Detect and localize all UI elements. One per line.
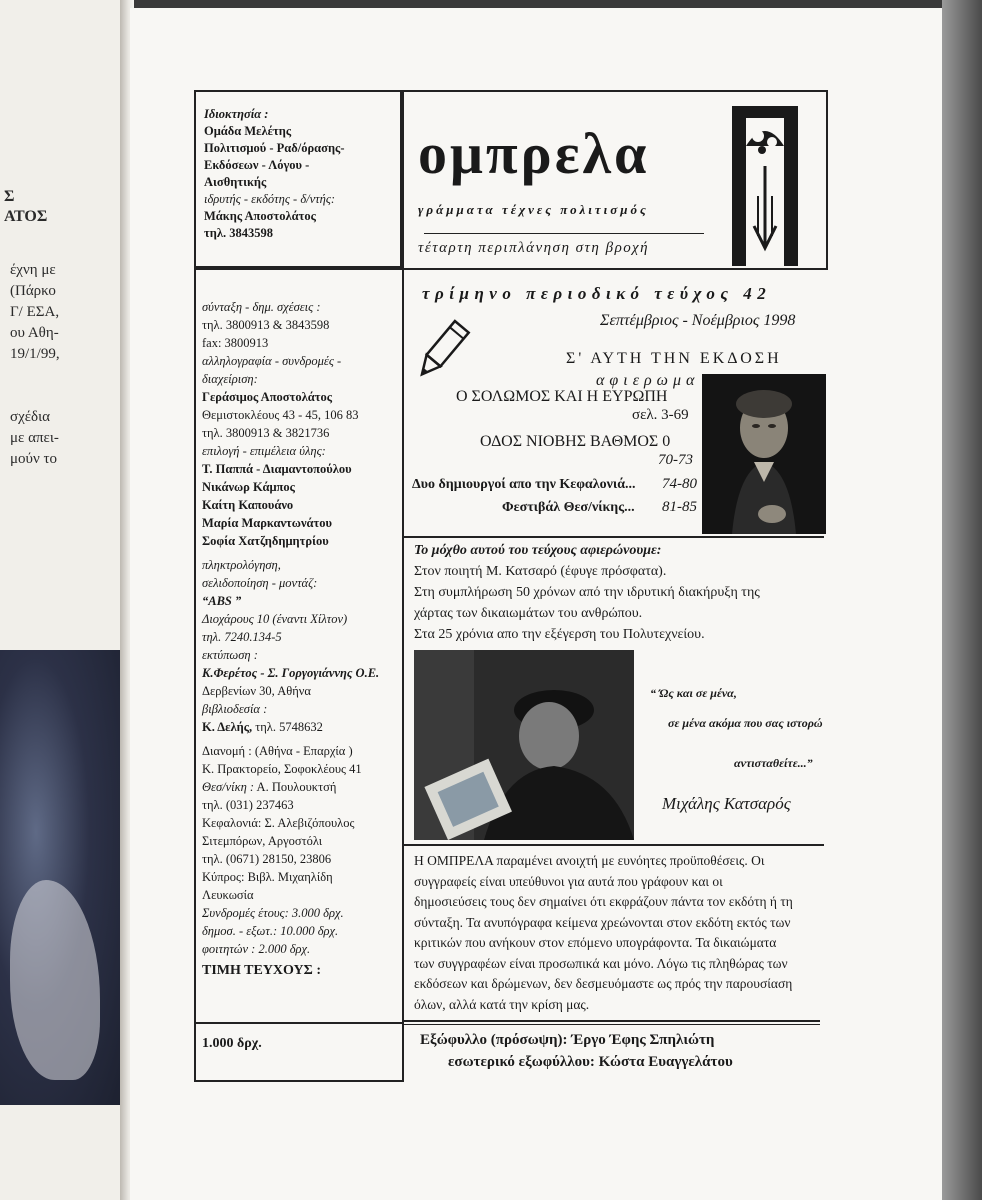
magazine-tagline: τέταρτη περιπλάνηση στη βροχή	[418, 240, 650, 256]
owner-group-line: Ομάδα Μελέτης	[204, 124, 292, 138]
staff-line: fax: 3800913	[202, 336, 269, 350]
solomos-portrait	[702, 374, 826, 534]
disclaimer-line: δημοσιεύσεις τους δεν σημαίνει ότι εκφράζουν πάντα τον εκδότη ή τη	[414, 894, 793, 909]
disclaimer-line: κριτικών που ανήκουν στον επόμενο υπογράφοντα. Τα δικαιώματα	[414, 935, 777, 950]
dedication-line: Στον ποιητή Μ. Κατσαρό (έφυγε πρόσφατα).	[414, 564, 667, 579]
staff-line: Νικάνωρ Κάμπος	[202, 480, 295, 494]
disclaimer-line: των συγγραφέων είναι προσωπικά και μόνο. Λόγω τις πληθώρας των	[414, 955, 788, 971]
dedication-heading: Το μόχθο αυτού του τεύχους αφιερώνουμε:	[414, 543, 662, 558]
contents-item-title: ΟΔΟΣ ΝΙΟΒΗΣ ΒΑΘΜΟΣ 0	[480, 433, 671, 450]
tribute-pages: σελ. 3-69	[632, 407, 689, 423]
disclaimer-line: σύνταξη. Τα ανυπόγραφα κείμενα χρεώνονται στον εκδότη εκτός των	[414, 914, 791, 930]
founder-phone: τηλ. 3843598	[204, 226, 274, 240]
disclaimer-block	[414, 851, 793, 1015]
staff-line: Σιτεμπόρων, Αργοστόλι	[202, 834, 323, 848]
section-divider	[402, 844, 824, 846]
staff-line: τηλ. (0671) 28150, 23806	[202, 852, 332, 866]
staff-box	[194, 266, 404, 1082]
staff-line: Κ.Φερέτος - Σ. Γοργογιάννης Ο.Ε.	[202, 666, 380, 680]
left-page-fragment	[0, 0, 126, 1200]
left-page-line: με απει-	[10, 430, 59, 446]
umbrella-logo-icon	[732, 106, 798, 266]
staff-line: Κύπρος: Βιβλ. Μιχαηλίδη	[202, 870, 333, 884]
staff-line: τηλ. 3800913 & 3843598	[202, 318, 330, 332]
staff-line: Τ. Παππά - Διαμαντοπούλου	[202, 462, 352, 476]
owner-label: Ιδιοκτησία :	[204, 107, 269, 121]
staff-line: Θεμιστοκλέους 43 - 45, 106 83	[202, 408, 359, 422]
dedication-line: χάρτας των δικαιωμάτων του ανθρώπου.	[414, 606, 643, 621]
staff-line: εκτύπωση :	[202, 648, 258, 662]
page-edge-shadow	[942, 0, 982, 1200]
contents-item-title: Δυο δημιουργοί απο την Κεφαλονιά...	[412, 477, 636, 492]
contents-item-pages: 70-73	[658, 452, 693, 468]
staff-line: Κ. Δελής,	[202, 720, 253, 734]
pencil-icon	[412, 318, 472, 386]
tribute-title: Ο ΣΟΛΩΜΟΣ ΚΑΙ Η ΕΥΡΩΠΗ	[456, 388, 668, 405]
staff-line: Γεράσιμος Αποστολάτος	[202, 390, 333, 404]
staff-line: τηλ. 5748632	[252, 720, 323, 734]
section-divider	[402, 536, 824, 538]
left-page-line: έχνη με	[10, 262, 56, 278]
staff-line: Διανομή : (Αθήνα - Επαρχία )	[202, 744, 353, 758]
staff-line: τηλ. 3800913 & 3821736	[202, 426, 330, 440]
disclaimer-line: συγγραφείς είναι υπεύθυνοι για αυτά που γράφουν και οι	[414, 873, 723, 889]
staff-line: επιλογή - επιμέλεια ύλης:	[202, 444, 326, 458]
quote-line: “ Ώς και σε μένα,	[650, 686, 737, 700]
section-divider	[402, 1020, 820, 1022]
disclaimer-line: Η ΟΜΠΡΕΛΑ παραμένει ανοιχτή με ευνόητες προϋποθέσεις. Οι	[414, 853, 765, 868]
price-divider	[196, 1022, 402, 1024]
staff-line: Κεφαλονιά: Σ. Αλεβιζόπουλος	[202, 816, 355, 830]
staff-line: Καίτη Καπουάνο	[202, 498, 294, 512]
left-page-line: ου Αθη-	[10, 325, 59, 341]
staff-line: πληκτρολόγηση,	[202, 558, 281, 572]
dedication-line: Στη συμπλήρωση 50 χρόνων από την ιδρυτική διακήρυξη της	[414, 585, 760, 600]
contents-item-title: Φεστιβάλ Θεσ/νίκης...	[502, 500, 635, 515]
staff-line: βιβλιοδεσία :	[202, 702, 268, 716]
staff-line: Θεσ/νίκη :	[202, 780, 255, 794]
staff-line: Κ. Πρακτορείο, Σοφοκλέους 41	[202, 762, 362, 776]
staff-line: σελιδοποίηση - μοντάζ:	[202, 576, 318, 590]
staff-line: δημοσ. - εξωτ.: 10.000 δρχ.	[202, 924, 339, 938]
left-page-photo	[0, 650, 120, 1105]
left-page-line: σχέδια	[10, 409, 51, 425]
staff-line: Σοφία Χατζηδημητρίου	[202, 534, 329, 548]
quote-line: σε μένα ακόμα που σας ιστορώ	[668, 716, 823, 730]
magazine-subtitle: γράμματα τέχνες πολιτισμός	[418, 202, 649, 217]
staff-line: αλληλογραφία - συνδρομές -	[202, 354, 342, 368]
founder-label: ιδρυτής - εκδότης - δ/ντής:	[204, 192, 336, 206]
staff-line: τηλ. (031) 237463	[202, 798, 294, 812]
disclaimer-line: εκδόσεων και δρώμενων, δεν δεσμευόμαστε ως πρός την παρουσίαση	[414, 976, 793, 991]
left-page-line: 19/1/99,	[10, 346, 60, 362]
quote-author: Μιχάλης Κατσαρός	[662, 794, 791, 813]
left-page-line: μούν το	[10, 451, 58, 467]
owner-group-line: Πολιτισμού - Ραδ/όρασης-	[204, 141, 345, 155]
staff-line: Λευκωσία	[202, 888, 254, 902]
staff-line: Διοχάρους 10 (έναντι Χίλτον)	[202, 612, 348, 626]
contents-item-pages: 74-80	[662, 476, 697, 492]
staff-line: διαχείριση:	[202, 372, 258, 386]
disclaimer-line: όλων, αλλά κατά την κρίση μας.	[414, 996, 590, 1012]
left-page-line: (Πάρκο	[10, 283, 56, 299]
staff-line: Δερβενίων 30, Αθήνα	[202, 684, 311, 698]
section-divider	[402, 1024, 820, 1025]
tribute-label: αφιερωμα	[596, 372, 700, 389]
staff-line: Συνδρομές έτους: 3.000 δρχ.	[202, 906, 344, 920]
staff-line: σύνταξη - δημ. σχέσεις :	[202, 300, 321, 314]
periodical-issue: τρίμηνο περιοδικό τεύχος 42	[422, 284, 772, 303]
cover-credit: εσωτερικό εξωφύλλου: Κώστα Ευαγγελάτου	[448, 1054, 733, 1070]
tagline-rule	[424, 233, 704, 234]
price-value: 1.000 δρχ.	[202, 1036, 262, 1051]
staff-line: τηλ. 7240.134-5	[202, 630, 282, 644]
staff-line: “ABS ”	[202, 594, 242, 608]
contents-item-pages: 81-85	[662, 499, 697, 515]
owner-box	[194, 90, 404, 270]
left-page-line: Γ/ ΕΣΑ,	[10, 304, 60, 320]
staff-line: Μαρία Μαρκαντωνάτου	[202, 516, 333, 530]
price-label: ΤΙΜΗ ΤΕΥΧΟΥΣ :	[202, 963, 321, 978]
left-page-line: ΑΤΟΣ	[4, 208, 48, 225]
staff-line: φοιτητών : 2.000 δρχ.	[202, 942, 311, 956]
issue-date: Σεπτέμβριος - Νοέμβριος 1998	[600, 312, 796, 329]
founder-name: Μάκης Αποστολάτος	[204, 209, 316, 223]
cover-credit: Εξώφυλλο (πρόσωψη): Έργο Έφης Σπηλιώτη	[420, 1032, 715, 1048]
katsaros-photo	[414, 650, 634, 840]
magazine-page	[130, 8, 942, 1200]
left-page-line: Σ	[4, 188, 15, 205]
magazine-title: ομπρελα	[418, 121, 650, 186]
contents-heading: Σ' ΑΥΤΗ ΤΗΝ ΕΚΔΟΣΗ	[566, 350, 782, 367]
quote-line: αντισταθείτε...”	[734, 756, 813, 770]
masthead-box	[400, 90, 828, 270]
owner-group-line: Αισθητικής	[204, 175, 267, 189]
dedication-line: Στα 25 χρόνια απο την εξέγερση του Πολυτεχνείου.	[414, 627, 705, 642]
staff-line: Α. Πουλουκτσή	[254, 780, 337, 794]
owner-group-line: Εκδόσεων - Λόγου -	[204, 158, 310, 172]
